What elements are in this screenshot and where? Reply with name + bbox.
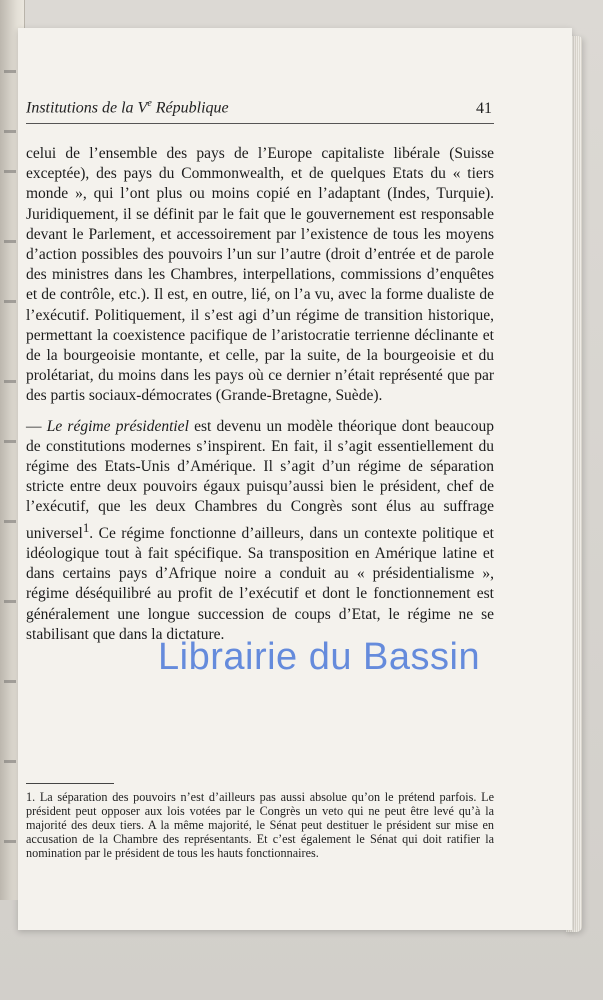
footnote-rule <box>26 783 114 784</box>
running-head-text: Institutions de la V <box>26 99 148 117</box>
paragraph-parliamentary-regime: celui de l’ensemble des pays de l’Europe capitaliste libérale (Suisse exceptée), des pays du Commonwealth, et de quelques Etats du « tiers monde », qui l’ont plus ou moins copié en l’adaptant (Indes, Turquie). Juridiquement, il se définit par le fait que le gouvernement est responsable devant le Parlement, et accessoirement par l’existence de tous les moyens d’action possibles des pouvoirs l’un sur l’autre (droit d’entrée et de parole des ministres dans les Chambres, interpellations, commissions d’enquêtes et de contrôle, etc.). Il est, en outre, lié, on l’a vu, avec la forme dualiste de l’exécutif. Politiquement, il s’est agi d’un régime de transition historique, permettant la coexistence pacifique de l’aristocratie terrienne déclinante et de la bourgeoisie montante, et celle, par la suite, de la bourgeoisie et du prolétariat, du moins dans les pays où ce dernier n’était représenté que par des partis sociaux-démocrates (Grande-Bretagne, Suède). <box>26 145 494 405</box>
facing-page-glyph <box>4 680 16 683</box>
facing-page-glyph <box>4 840 16 843</box>
facing-page-glyph <box>4 300 16 303</box>
footnote: 1. La séparation des pouvoirs n’est d’ailleurs pas aussi absolue qu’on le prétend parfois. Le président peut opposer aux lois votées par le Congrès un veto qui ne peut être levé qu’à la majorité des deux tiers. A la même majorité, le Sénat peut destituer le président sur mise en accusation de la Chambre des représentants. Et c’est également le Sénat qui doit ratifier la nomination par le président de tous les hauts fonctionnaires. <box>26 790 494 860</box>
facing-page-glyph <box>4 760 16 763</box>
footnote-reference: 1 <box>82 519 90 535</box>
header-rule <box>26 123 494 124</box>
running-head-title <box>26 98 494 117</box>
paragraph-presidential-regime <box>26 417 494 645</box>
paragraph-tail: . Ce régime fonctionne d’ailleurs, dans un contexte politique et idéologique tout à fait spécifique. Sa transposition en Amérique latine et dans certains pays d’Afrique noire a conduit au « présidentialisme », régime déséquilibré au profit de l’exécutif et dont le fonctionnement est généralement une longue succession de coups d’Etat, le régime ne se stabilisant que dans la dictature. <box>26 524 494 643</box>
running-head-tail: République <box>151 99 229 117</box>
facing-page-glyph <box>4 130 16 133</box>
page-number: 41 <box>476 100 492 117</box>
paragraph-italic-term: Le régime présidentiel <box>46 417 189 435</box>
facing-page-glyph <box>4 70 16 73</box>
book-page <box>18 28 572 930</box>
facing-page-glyph <box>4 600 16 603</box>
body-text <box>26 144 494 645</box>
facing-page-glyph <box>4 520 16 523</box>
running-head-superscript: e <box>147 98 152 109</box>
paragraph-text: est devenu un modèle théorique dont beaucoup de constitutions modernes s’inspirent. En fait, il s’agit essentiellement du régime des Etats-Unis d’Amérique. Il s’agit d’un régime de séparation stricte entre deux pouvoirs égaux puisqu’aussi bien le président, chef de l’exécutif, que les deux Chambres du Congrès sont élus au suffrage universel <box>26 417 494 542</box>
watermark: Librairie du Bassin <box>158 636 481 678</box>
paragraph-dash: — <box>26 417 47 435</box>
facing-page-glyph <box>4 440 16 443</box>
facing-page-glyph <box>4 240 16 243</box>
facing-page-glyph <box>4 380 16 383</box>
facing-page-glyph <box>4 170 16 173</box>
